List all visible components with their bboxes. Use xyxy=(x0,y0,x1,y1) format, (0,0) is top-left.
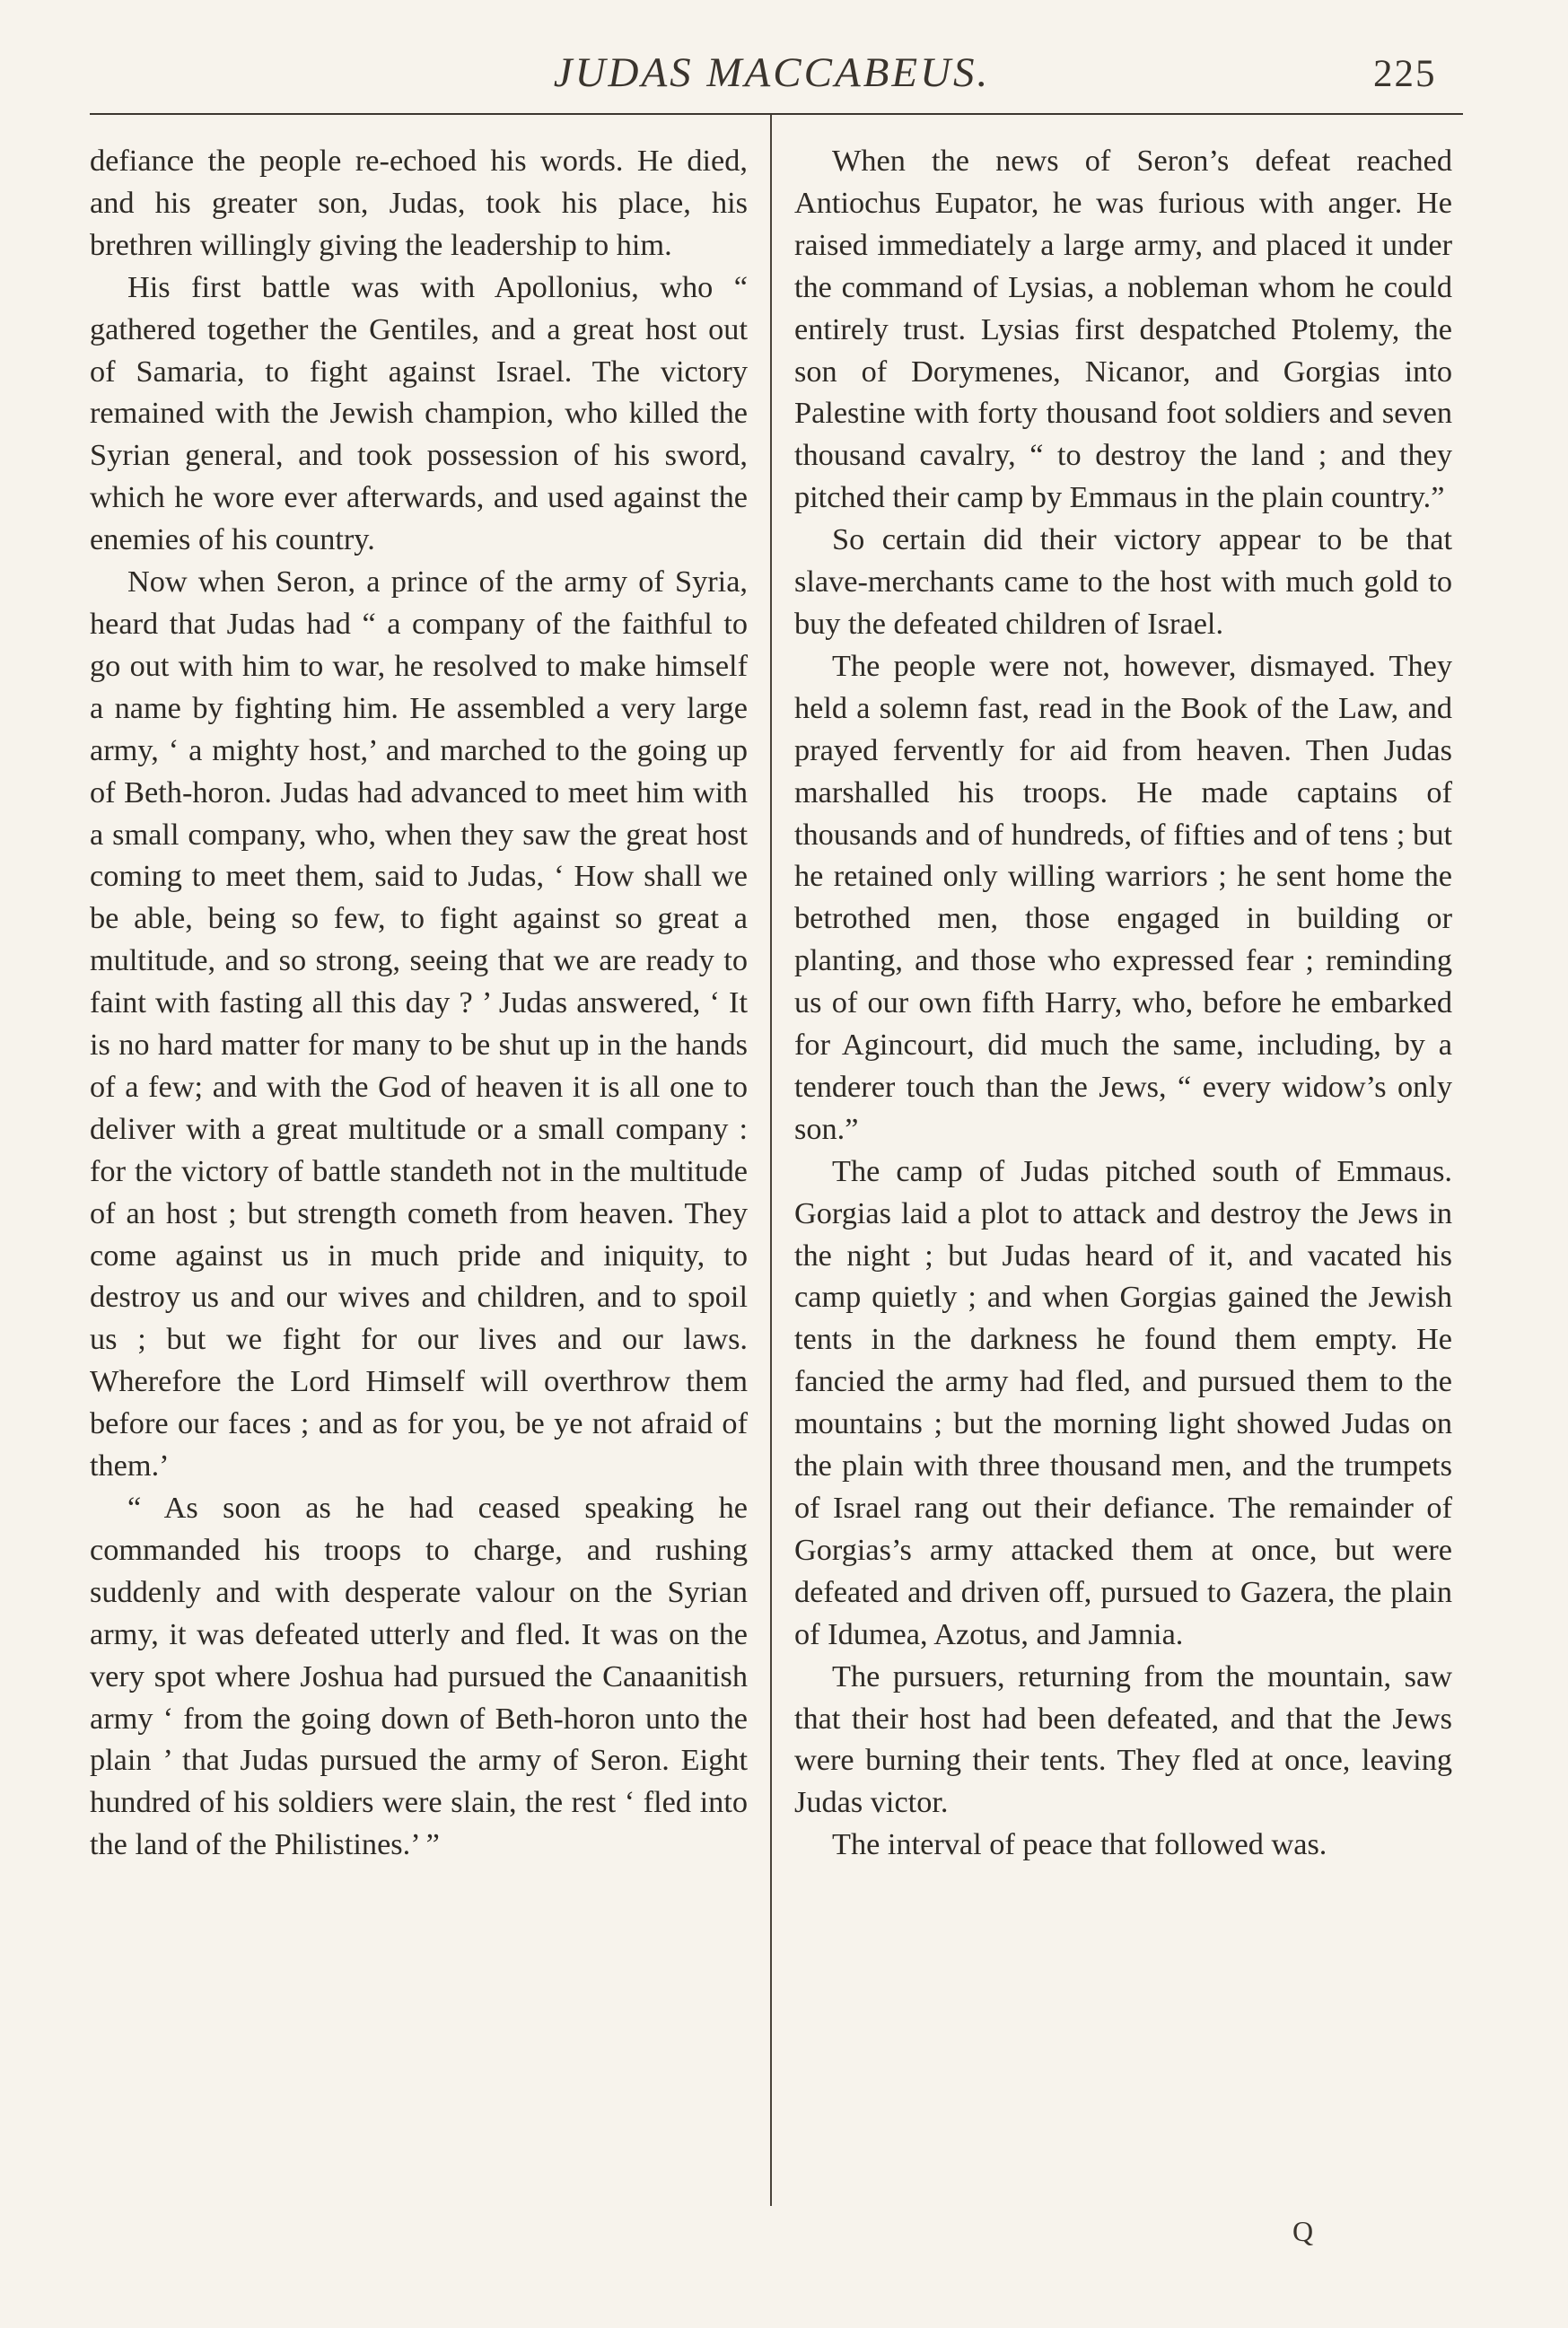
paragraph: The camp of Judas pitched south of Emmaus. Gorgias laid a plot to attack and destroy the Jews in the night ; but Judas heard of it, and vacated his camp quietly ; and when Gorgias gained the Jewish tents in the darkness he found them empty. He fancied the army had fled, and pursued them to the mountains ; but the morning light showed Judas on the plain with three thousand men, and the trumpets of Israel rang out their defiance. The remainder of Gorgias’s army attacked them at once, but were defeated and driven off, pursued to Gazera, the plain of Idumea, Azotus, and Jamnia. xyxy=(794,1153,1452,1651)
column-divider xyxy=(770,115,772,2206)
paragraph: The people were not, however, dismayed. They held a solemn fast, read in the Book of the Law, and prayed fervently for aid from heaven. Then Judas marshalled his troops. He made captains of thousands and of hundreds, of fifties and of tens ; but he retained only willing warriors ; he sent home the betrothed men, those engaged in building or planting, and those who expressed fear ; reminding us of our own fifth Harry, who, before he embarked for Agincourt, did much the same, including, by a tenderer touch than the Jews, “ every widow’s only son.” xyxy=(794,648,1452,1146)
left-column xyxy=(90,140,748,1866)
running-title: JUDAS MACCABEUS. xyxy=(553,49,991,96)
paragraph: The pursuers, returning from the mountain, saw that their host had been defeated, and that the Jews were burning their tents. They fled at once, leaving Judas victor. xyxy=(794,1658,1452,1820)
paragraph: So certain did their victory appear to be that slave-merchants came to the host with much gold to buy the defeated children of Israel. xyxy=(794,522,1452,641)
running-head xyxy=(0,43,1568,106)
paragraph: defiance the people re-echoed his words. He died, and his greater son, Judas, took his place, his brethren willingly giving the leadership to him. xyxy=(90,144,748,262)
signature-mark: Q xyxy=(1292,2215,1314,2247)
right-column xyxy=(794,140,1452,1866)
page-number: 225 xyxy=(1373,53,1437,95)
header-rule xyxy=(90,113,1463,115)
paragraph: The interval of peace that followed was. xyxy=(832,1827,1327,1862)
paragraph: When the news of Seron’s defeat reached Antiochus Eupator, he was furious with anger. He raised immediately a large army, and placed it under the command of Lysias, a nobleman whom he could entirely trust. Lysias first despatched Ptolemy, the son of Dorymenes, Nicanor, and Gorgias into Palestine with forty thousand foot soldiers and seven thousand cavalry, “ to destroy the land ; and they pitched their camp by Emmaus in the plain country.” xyxy=(794,144,1452,515)
paragraph: “ As soon as he had ceased speaking he commanded his troops to charge, and rushing suddenly and with desperate valour on the Syrian army, it was defeated utterly and fled. It was on the very spot where Joshua had pursued the Canaanitish army ‘ from the going down of Beth-horon unto the plain ’ that Judas pursued the army of Seron. Eight hundred of his soldiers were slain, the rest ‘ fled into the land of the Philistines.’ ” xyxy=(90,1491,748,1862)
paragraph: His first battle was with Apollonius, who “ gathered together the Gentiles, and a great host out of Samaria, to fight against Israel. The victory remained with the Jewish champion, who killed the Syrian general, and took possession of his sword, which he wore ever afterwards, and used against the enemies of his country. xyxy=(90,269,748,557)
paragraph: Now when Seron, a prince of the army of Syria, heard that Judas had “ a company of the faithful to go out with him to war, he resolved to make himself a name by fighting him. He assembled a very large army, ‘ a mighty host,’ and marched to the going up of Beth-horon. Judas had advanced to meet him with a small company, who, when they saw the great host coming to meet them, said to Judas, ‘ How shall we be able, being so few, to fight against so great a multitude, and so strong, seeing that we are ready to faint with fasting all this day ? ’ Judas answered, ‘ It is no hard matter for many to be shut up in the hands of a few; and with the God of heaven it is all one to deliver with a great multitude or a small company : for the victory of battle standeth not in the multitude of an host ; but strength cometh from heaven. They come against us in much pride and iniquity, to destroy us and our wives and children, and to spoil us ; but we fight for our lives and our laws. Wherefore the Lord Himself will overthrow them before our faces ; and as for you, be ye not afraid of them.’ xyxy=(90,564,748,1483)
